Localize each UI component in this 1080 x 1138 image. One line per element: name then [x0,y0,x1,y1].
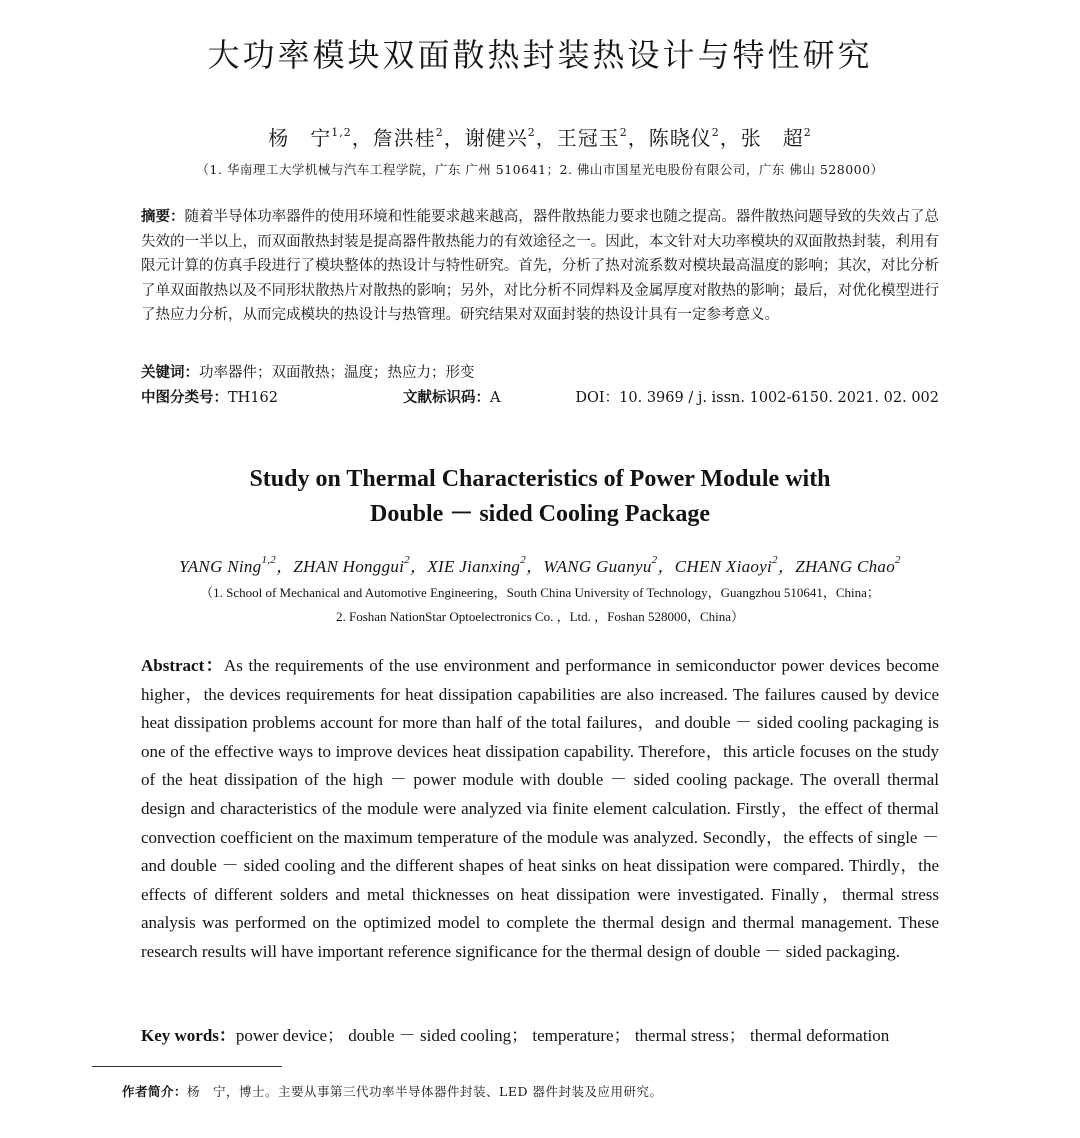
author: ZHANG Chao$^2$ [795,554,901,576]
english-abstract [141,652,939,967]
author: YANG Ning$^{1,2}$， [179,554,294,576]
english-keywords [141,1022,939,1050]
english-affiliation-line2: 2. Foshan NationStar Optoelectronics Co. ，Ltd. ，Foshan 528000，China） [335,609,745,624]
chinese-abstract [141,205,939,328]
footnote-divider [92,1066,282,1067]
author: CHEN Xiaoyi$^2$， [674,554,796,576]
author: XIE Jianxing$^2$， [427,554,544,576]
chinese-abstract-label: 摘要： [141,209,185,225]
footnote-text: 杨 宁，博士。主要从事第三代功率半导体器件封装、LED 器件封装及应用研究。 [187,1084,663,1099]
author: 詹洪桂$^2$， [372,126,465,150]
chinese-author-list [0,122,1080,151]
chinese-keywords-label: 关键词： [141,365,199,381]
author-footnote [122,1082,662,1100]
english-keywords-text: power device； double － sided cooling； temperature； thermal stress； thermal deformation [235,1026,890,1045]
english-abstract-text: As the requirements of the use environment and performance in semiconductor power devices become higher，the devices requirements for heat dissipation capabilities are also increased. The failures caused by device heat dissipation problems account for more than half of the total failures，and double － sided cooling packaging is one of the effective ways to improve devices heat dissipation capability. Therefore，this article focuses on the study of the heat dissipation of the high － power module with double － sided cooling package. The overall thermal design and characteristics of the module were analyzed via finite element calculation. Firstly，the effect of thermal convection coefficient on the maximum temperature of the module was analyzed. Secondly，the effects of single － and double － sided cooling and the different shapes of heat sinks on heat dissipation were compared. Thirdly，the effects of different solders and metal thicknesses on heat dissipation were investigated. Finally，thermal stress analysis was performed on the optimized model to complete the thermal design and thermal management. These research results will have important reference significance for the thermal design of double － sided packaging. [141,656,939,961]
english-title-line1: Study on Thermal Characteristics of Power Module with [249,466,831,492]
author: 张 超$^2$ [740,126,812,150]
author: 王冠玉$^2$， [556,126,649,150]
chinese-title: 大功率模块双面散热封装热设计与特性研究 [207,36,873,74]
footnote-label: 作者简介： [122,1084,188,1099]
english-title-line2: Double － sided Cooling Package [369,501,711,527]
chinese-abstract-text: 随着半导体功率器件的使用环境和性能要求越来越高，器件散热能力要求也随之提高。器件散热问题导致的失效占了总失效的一半以上，而双面散热封装是提高器件散热能力的有效途径之一。因此，本文针对大功率模块的双面散热封装，利用有限元计算的仿真手段进行了模块整体的热设计与特性研究。首先，分析了热对流系数对模块最高温度的影响；其次，对比分析了单双面散热以及不同形状散热片对散热的影响；另外，对比分析不同焊料及金属厚度对散热的影响；最后，对优化模型进行了热应力分析，从而完成模块的热设计与热管理。研究结果对双面封装的热设计具有一定参考意义。 [141,209,939,323]
english-keywords-label: Key words： [141,1026,236,1045]
chinese-keywords-text: 功率器件；双面散热；温度；热应力；形变 [199,365,475,381]
chinese-affiliation: （1. 华南理工大学机械与汽车工程学院，广东 广州 510641；2. 佛山市国星光电股份有限公司，广东 佛山 528000） [196,162,884,177]
english-abstract-label: Abstract： [141,656,224,675]
english-affiliation-line1: （1. School of Mechanical and Automotive Engineering，South China University of Technology，Guangzhou 510641，China； [200,585,880,600]
english-author-list [0,552,1080,577]
english-title [0,462,1080,532]
author: 杨 宁$^{1,2}$， [268,126,373,150]
author: 谢健兴$^2$， [464,126,557,150]
clc-number: 中图分类号：TH162 [141,390,278,406]
document-code: 文献标识码：A [403,390,501,406]
author: 陈晓仪$^2$， [648,126,741,150]
author: WANG Guanyu$^2$， [543,554,675,576]
doi: DOI：10. 3969 / j. issn. 1002-6150. 2021. 02. 002 [575,390,939,406]
chinese-keywords [141,361,939,385]
author: ZHAN Honggui$^2$， [293,554,428,576]
